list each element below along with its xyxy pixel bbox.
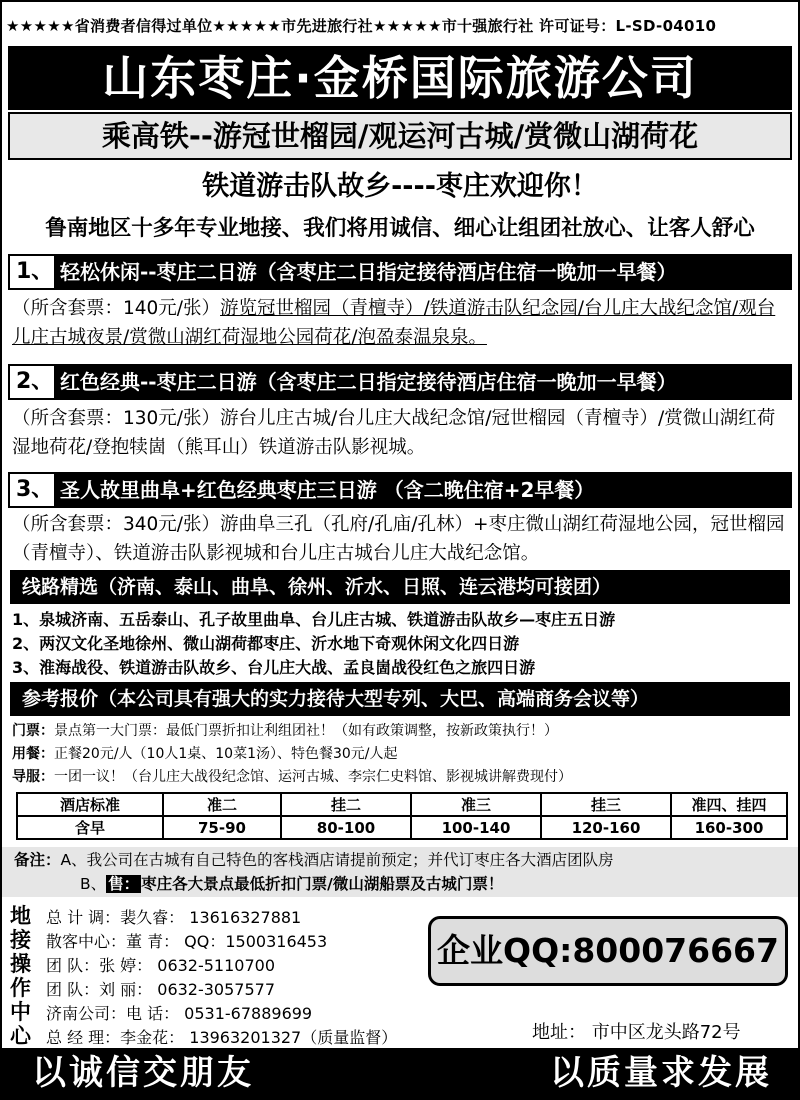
slogan-right: 以质量求发展: [550, 1053, 772, 1093]
route-price: （所含套票：130元/张）: [12, 408, 221, 429]
side-label-char: 中: [10, 1000, 31, 1024]
company-tagline: 鲁南地区十多年专业地接、我们将用诚信、细心让组团社放心、让客人舒心: [45, 216, 755, 241]
notes-label: 备注：: [14, 851, 61, 869]
contact-line: 济南公司：电 话： 0531-67889699: [46, 1004, 313, 1023]
side-label-char: 操: [10, 952, 31, 976]
pricing-guides: [12, 766, 792, 788]
route-number: 3、: [16, 477, 54, 502]
route-itinerary: 游览冠世榴园（青檀寺）/铁道游击队纪念园/台儿庄大战纪念馆/观台儿庄古城夜景/赏微山湖红荷湿地公园荷花/泡盈泰温泉泉。: [12, 298, 776, 348]
welcome-slogan: 铁道游击队故乡----枣庄欢迎你！: [202, 171, 598, 202]
company-name-banner: 山东枣庄·金桥国际旅游公司: [8, 46, 792, 110]
note-a-text: A、我公司在古城有自己特色的客栈酒店请提前预定；并代订枣庄各大酒店团队房: [60, 851, 614, 869]
pricing-text: 景点第一大门票：最低门票折扣让利组团社！（如有政策调整，按新政策执行！）: [54, 723, 558, 739]
selection-item: 2、两汉文化圣地徐州、微山湖荷都枣庄、沂水地下奇观休闲文化四日游: [12, 634, 520, 653]
pricing-meals: [12, 743, 792, 765]
pricing-tickets: [12, 720, 792, 742]
route-selection-header: 线路精选（济南、泰山、曲阜、徐州、沂水、日照、连云港均可接团）: [10, 570, 790, 604]
pricing-label: 用餐：: [12, 746, 54, 762]
route-3-description: [12, 510, 788, 568]
table-header-cell: 准四、挂四: [671, 793, 787, 816]
route-2-bar: [8, 364, 792, 400]
route-1-bar: [8, 254, 792, 290]
contact-line: 散客中心：董 青： QQ：1500316453: [46, 932, 328, 951]
route-title: 圣人故里曲阜+红色经典枣庄三日游 （含二晚住宿+2早餐）: [54, 474, 790, 506]
route-1-description: [12, 294, 788, 352]
note-b-prefix: B、: [80, 875, 107, 893]
route-price: （所含套票：340元/张）: [12, 514, 221, 535]
table-header-cell: 准二: [163, 793, 281, 816]
pricing-text: 一团一议！（台儿庄大战役纪念馆、运河古城、李宗仁史料馆、影视城讲解费现付）: [54, 769, 572, 785]
note-a: [14, 848, 792, 872]
side-label-char: 接: [10, 928, 31, 952]
table-header-cell: 挂二: [281, 793, 411, 816]
table-header-cell: 挂三: [541, 793, 671, 816]
table-cell: 含早: [17, 816, 163, 839]
side-label-char: 地: [10, 904, 31, 928]
route-title: 轻松休闲--枣庄二日游（含枣庄二日指定接待酒店住宿一晚加一早餐）: [54, 256, 790, 288]
hotel-price-table: [16, 792, 788, 840]
slogan-bar: [2, 1048, 798, 1098]
route-itinerary: 游曲阜三孔（孔府/孔庙/孔林）+枣庄微山湖红荷湿地公园，冠世榴园（青檀寺）、铁道游击队影视城和台儿庄古城台儿庄大战纪念馆。: [12, 514, 785, 564]
table-cell: 100-140: [411, 816, 541, 839]
table-cell: 120-160: [541, 816, 671, 839]
route-2-description: [12, 404, 788, 462]
table-header-cell: 准三: [411, 793, 541, 816]
note-b-label: 售：: [108, 875, 140, 893]
contact-line: 总 经 理：李金花： 13963201327（质量监督）: [46, 1028, 398, 1047]
contact-line: 团 队：张 婷： 0632-5110700: [46, 956, 276, 975]
table-cell: 75-90: [163, 816, 281, 839]
headline-banner: 乘高铁--游冠世榴园/观运河古城/赏微山湖荷花: [8, 112, 792, 160]
pricing-label: 门票：: [12, 723, 54, 739]
pricing-label: 导服：: [12, 769, 54, 785]
enterprise-qq-box: 企业QQ:800076667: [428, 916, 788, 986]
notes-block: [2, 847, 798, 897]
slogan-left: 以诚信交朋友: [32, 1053, 254, 1093]
company-address: 地址： 市中区龙头路72号: [532, 1022, 741, 1043]
contact-line: 总 计 调：裴久睿： 13616327881: [46, 908, 302, 927]
table-cell: 80-100: [281, 816, 411, 839]
contact-line: 团 队：刘 丽： 0632-3057577: [46, 980, 276, 999]
note-b-text: 枣庄各大景点最低折扣门票/微山湖船票及古城门票！: [141, 875, 504, 893]
table-row: [17, 816, 787, 839]
table-cell: 160-300: [671, 816, 787, 839]
note-b: [80, 872, 792, 896]
selection-item: 3、淮海战役、铁道游击队故乡、台儿庄大战、孟良崮战役红色之旅四日游: [12, 658, 536, 677]
selection-item: 1、泉城济南、五岳泰山、孔子故里曲阜、台儿庄古城、铁道游击队故乡—枣庄五日游: [12, 610, 616, 629]
route-price: （所含套票：140元/张）: [12, 298, 221, 319]
route-title: 红色经典--枣庄二日游（含枣庄二日指定接待酒店住宿一晚加一早餐）: [54, 366, 790, 398]
pricing-header: 参考报价（本公司具有强大的实力接待大型专列、大巴、高端商务会议等）: [10, 682, 790, 716]
table-header-cell: 酒店标准: [17, 793, 163, 816]
route-number: 1、: [16, 259, 54, 284]
pricing-text: 正餐20元/人（10人1桌、10菜1汤）、特色餐30元/人起: [54, 746, 398, 762]
credentials-line: ★★★★★省消费者信得过单位★★★★★市先进旅行社★★★★★市十强旅行社 许可证号：L-SD-04010: [6, 17, 717, 35]
route-number: 2、: [16, 369, 54, 394]
side-label-char: 作: [10, 976, 31, 1000]
route-3-bar: [8, 472, 792, 508]
table-header-row: [17, 793, 787, 816]
side-label-char: 心: [10, 1024, 31, 1048]
route-itinerary: 游台儿庄古城/台儿庄大战纪念馆/冠世榴园（青檀寺）/赏微山湖红荷湿地荷花/登抱犊崮（熊耳山）铁道游击队影视城。: [12, 408, 776, 458]
